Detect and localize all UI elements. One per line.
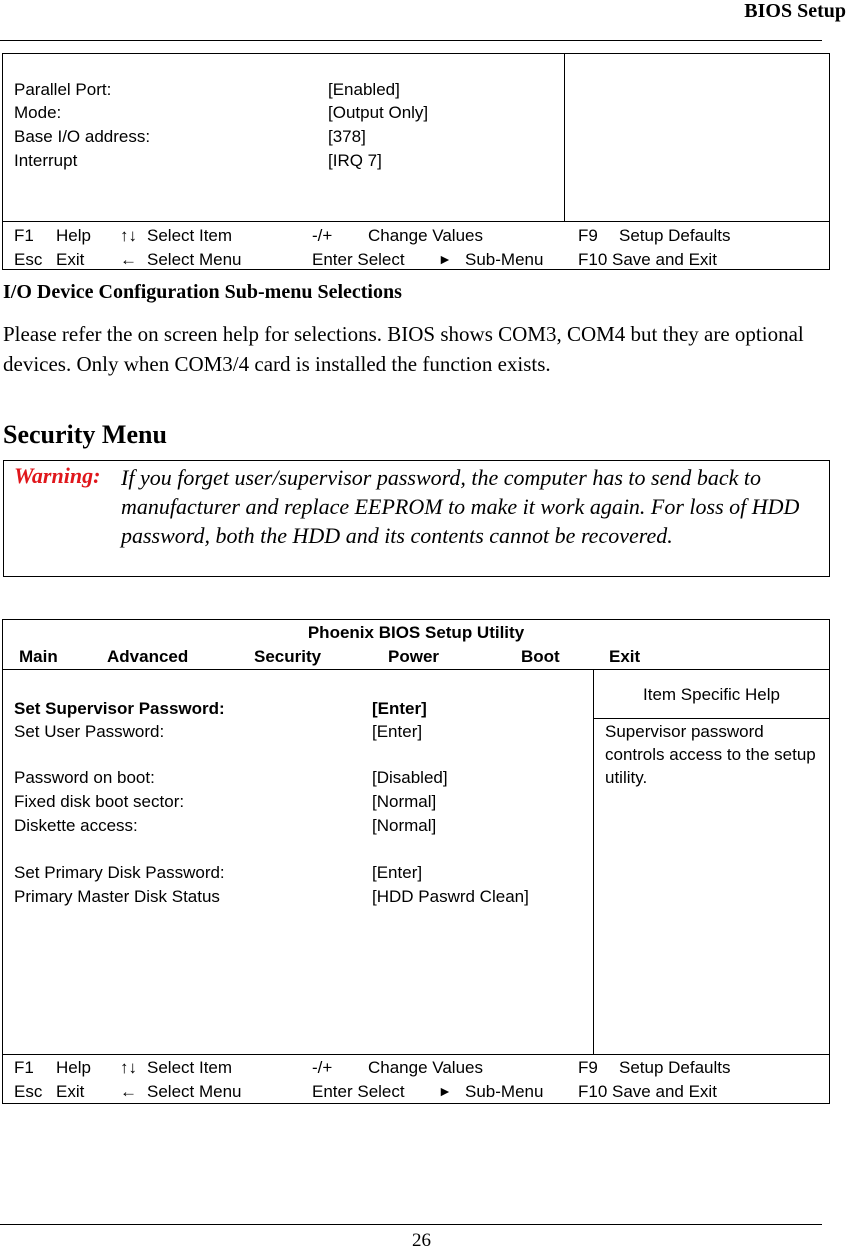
menu-tab-advanced[interactable]: Advanced [107,647,189,666]
io-section-paragraph: Please refer the on screen help for selections. BIOS shows COM3, COM4 but they are optional devices. Only when COM3/4 card is installed the function exists. [3,322,804,376]
setting-label: Primary Master Disk Status [14,887,220,906]
setting-label: Fixed disk boot sector: [14,792,185,811]
key-enter-label: Enter Select [312,1082,405,1101]
key-f1: F1 [14,1058,34,1077]
key-f9: F9 [578,226,598,245]
warning-label: Warning: [14,463,101,488]
menu-tab-boot[interactable]: Boot [521,647,560,666]
help-text: Supervisor password controls access to the setup utility. [605,722,816,787]
key-select-menu: Select Menu [147,1082,242,1101]
warning-box [3,460,830,577]
setting-label: Base I/O address: [14,127,151,146]
setting-label: Password on boot: [14,768,155,787]
key-f1-label: Help [56,1058,91,1077]
security-bios-panel [2,619,830,1104]
key-change-label: Change Values [368,1058,483,1077]
setting-label: Set User Password: [14,722,165,741]
key-f9-label: Setup Defaults [619,226,731,245]
menu-tab-exit[interactable]: Exit [609,647,641,666]
warning-text: If you forget user/supervisor password, the computer has to send back to manufacturer and replace EEPROM to make it work again. For loss of HDD password, both the HDD and its contents cannot be recovered. [121,465,800,548]
key-f1: F1 [14,226,34,245]
io-bios-panel [2,53,830,270]
key-submenu-label: Sub-Menu [465,250,544,269]
key-esc-label: Exit [56,250,85,269]
help-column-divider [593,669,594,1054]
setting-value[interactable]: [378] [328,127,366,146]
up-down-arrow-icon: ↑↓ [120,1058,137,1077]
utility-title: Phoenix BIOS Setup Utility [307,623,525,642]
setting-label: Parallel Port: [14,80,112,99]
key-change-label: Change Values [368,226,483,245]
page-header-title: BIOS Setup [744,0,846,22]
right-triangle-icon: ► [438,1083,452,1099]
setting-label: Diskette access: [14,816,138,835]
left-arrow-icon: ← [120,250,137,269]
setting-value[interactable]: [Normal] [372,792,437,811]
key-esc-label: Exit [56,1082,85,1101]
menu-tab-main[interactable]: Main [19,647,58,666]
security-heading: Security Menu [3,420,167,449]
setting-value[interactable]: [Output Only] [328,103,429,122]
setting-value[interactable]: [IRQ 7] [328,151,382,170]
setting-value[interactable]: [Disabled] [372,768,448,787]
setting-label: Set Supervisor Password: [14,699,225,718]
setting-value[interactable]: [Enter] [372,722,423,741]
right-triangle-icon: ► [438,251,452,267]
header-rule [0,40,822,41]
setting-label: Interrupt [14,151,78,170]
menu-tab-power[interactable]: Power [388,647,440,666]
io-section-heading: I/O Device Configuration Sub-menu Selections [3,281,402,303]
key-esc: Esc [14,1082,43,1101]
setting-value[interactable]: [HDD Paswrd Clean] [372,887,529,906]
page-number: 26 [412,1230,431,1251]
key-select-menu: Select Menu [147,250,242,269]
key-select-item: Select Item [147,1058,233,1077]
key-change: -/+ [312,226,333,245]
setting-value[interactable]: [Enter] [372,699,427,718]
up-down-arrow-icon: ↑↓ [120,226,137,245]
setting-value[interactable]: [Normal] [372,816,437,835]
io-panel-divider-horizontal [3,221,829,222]
setting-label: Set Primary Disk Password: [14,863,225,882]
key-f9-label: Setup Defaults [619,1058,731,1077]
key-f1-label: Help [56,226,91,245]
setting-label: Mode: [14,103,62,122]
key-change: -/+ [312,1058,333,1077]
help-title-divider [593,718,829,719]
left-arrow-icon: ← [120,1082,137,1101]
menu-bar-divider [3,669,829,670]
key-f10-label: F10 Save and Exit [578,1082,717,1101]
setting-value[interactable]: [Enter] [372,863,423,882]
key-esc: Esc [14,250,43,269]
key-select-item: Select Item [147,226,233,245]
key-f9: F9 [578,1058,598,1077]
key-submenu-label: Sub-Menu [465,1082,544,1101]
key-f10-label: F10 Save and Exit [578,250,717,269]
help-title: Item Specific Help [643,685,780,704]
io-panel-divider-vertical [564,54,565,221]
menu-tab-security[interactable]: Security [254,647,322,666]
footer-rule [0,1224,822,1225]
key-enter-label: Enter Select [312,250,405,269]
footer-divider [3,1054,829,1055]
setting-value[interactable]: [Enabled] [328,80,400,99]
